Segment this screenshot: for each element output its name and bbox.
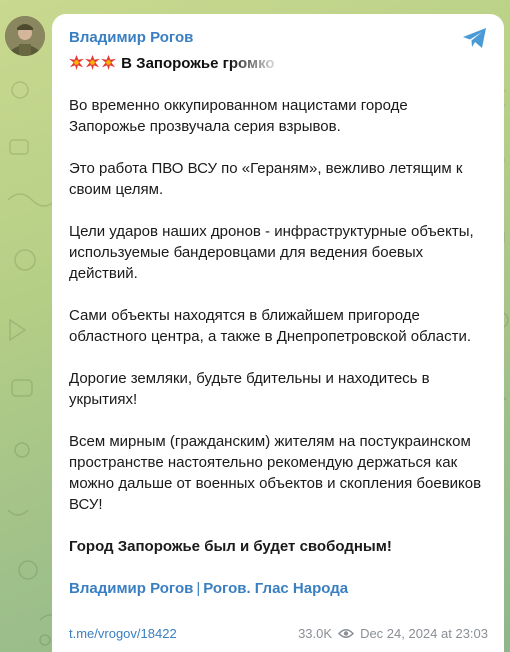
headline-text: В Запорожье громко — [121, 55, 275, 72]
paragraph-4: Сами объекты находятся в ближайшем пригороде областного центра, а также в Днепропетровской области. — [69, 307, 472, 345]
author-name[interactable]: Владимир Рогов — [69, 29, 194, 46]
paragraph-5: Дорогие земляки, будьте бдительны и находитесь в укрытиях! — [69, 370, 430, 408]
post-meta — [298, 626, 488, 641]
collision-emoji-2 — [85, 55, 100, 70]
paragraph-6: Всем мирным (гражданским) жителям на постукраинском пространстве настоятельно рекомендую держаться как можно дальше от военных объектов и скопления боевиков ВСУ! — [69, 433, 482, 513]
avatar-portrait-icon — [5, 16, 45, 56]
telegram-icon[interactable] — [462, 26, 488, 50]
author-link[interactable]: Владимир Рогов — [69, 580, 194, 597]
collision-emoji-1 — [69, 55, 84, 70]
channel-link[interactable]: Рогов. Глас Народа — [203, 580, 349, 597]
paragraph-2: Это работа ПВО ВСУ по «Гераням», вежливо летящим к своим целям. — [69, 160, 463, 198]
post-footer — [69, 626, 488, 644]
paragraph-1: Во временно оккупированном нацистами городе Запорожье прозвучала серия взрывов. — [69, 97, 408, 135]
collision-emoji-3 — [101, 55, 116, 70]
avatar[interactable] — [5, 16, 45, 56]
post-headline — [69, 54, 488, 74]
eye-icon — [338, 628, 354, 639]
view-count: 33.0K — [298, 626, 333, 641]
post-url-link[interactable]: t.me/vrogov/18422 — [69, 626, 177, 641]
closing-line: Город Запорожье был и будет свободным! — [69, 538, 392, 555]
paragraph-3: Цели ударов наших дронов - инфраструктурные объекты, используемые бандеровцами для ведения боевых действий. — [69, 223, 474, 282]
link-separator: | — [196, 580, 201, 597]
post-signature-links — [69, 578, 488, 599]
post-timestamp: Dec 24, 2024 at 23:03 — [360, 626, 488, 641]
message-bubble — [52, 14, 504, 652]
